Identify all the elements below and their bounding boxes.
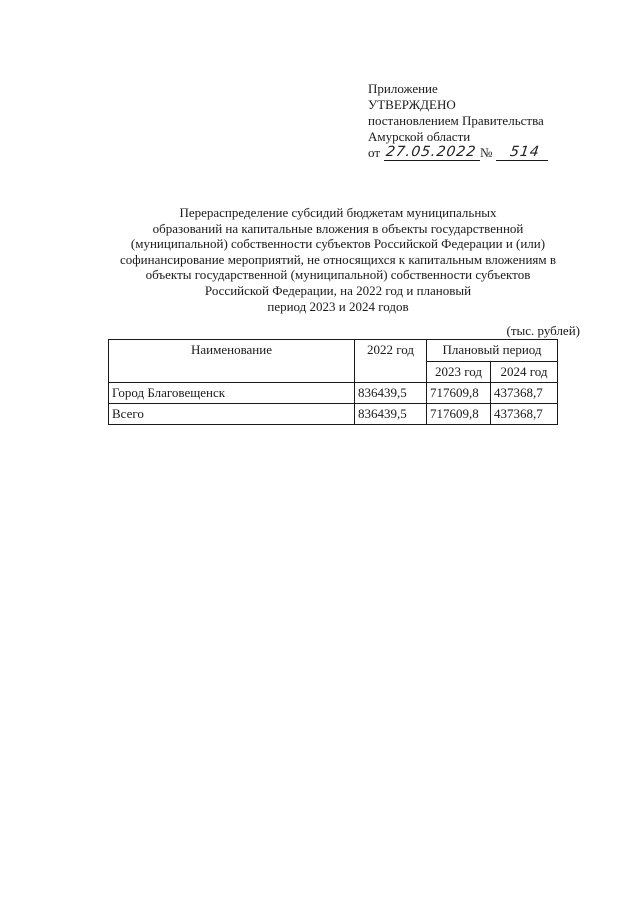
title-line: Российской Федерации, на 2022 год и плановый bbox=[204, 282, 472, 298]
header-name: Наименование bbox=[109, 340, 355, 383]
header-plan-period: Плановый период bbox=[427, 340, 558, 362]
title-line: образований на капитальные вложения в объекты государственной bbox=[152, 220, 524, 236]
document-title bbox=[100, 205, 576, 314]
title-line: объекты государственной (муниципальной) собственности субъектов bbox=[145, 267, 531, 283]
approved-label: УТВЕРЖДЕНО bbox=[368, 97, 456, 112]
row-value-2023: 717609,8 bbox=[427, 404, 491, 425]
row-name: Город Благовещенск bbox=[109, 383, 355, 404]
row-value-2024: 437368,7 bbox=[491, 404, 558, 425]
region-label: Амурской области bbox=[368, 129, 471, 144]
units-label: (тыс. рублей) bbox=[506, 323, 580, 338]
table-row bbox=[109, 383, 558, 404]
appendix-label: Приложение bbox=[368, 81, 438, 96]
approval-block bbox=[368, 81, 568, 165]
title-line: Перераспределение субсидий бюджетам муниципальных bbox=[179, 205, 497, 220]
row-value-2022: 836439,5 bbox=[355, 404, 427, 425]
title-line: софинансирование мероприятий, не относящихся к капитальным вложениям в bbox=[119, 251, 557, 267]
from-label: от bbox=[368, 145, 381, 160]
row-value-2023: 717609,8 bbox=[427, 383, 491, 404]
row-value-2022: 836439,5 bbox=[355, 383, 427, 404]
table-header-row bbox=[109, 340, 558, 362]
header-2024: 2024 год bbox=[491, 361, 558, 383]
handwritten-number: 514 bbox=[508, 144, 541, 160]
decree-label: постановлением Правительства bbox=[368, 113, 544, 128]
decree-date-number-line bbox=[368, 145, 568, 165]
table-row bbox=[109, 404, 558, 425]
handwritten-date: 27.05.2022 bbox=[384, 144, 478, 160]
number-label: № bbox=[480, 145, 493, 160]
subsidy-table bbox=[108, 339, 558, 425]
header-2023: 2023 год bbox=[427, 361, 491, 383]
title-line: (муниципальной) собственности субъектов Российской Федерации и (или) bbox=[130, 236, 546, 252]
row-name: Всего bbox=[109, 404, 355, 425]
row-value-2024: 437368,7 bbox=[491, 383, 558, 404]
title-line: период 2023 и 2024 годов bbox=[267, 298, 409, 314]
header-2022: 2022 год bbox=[355, 340, 427, 383]
